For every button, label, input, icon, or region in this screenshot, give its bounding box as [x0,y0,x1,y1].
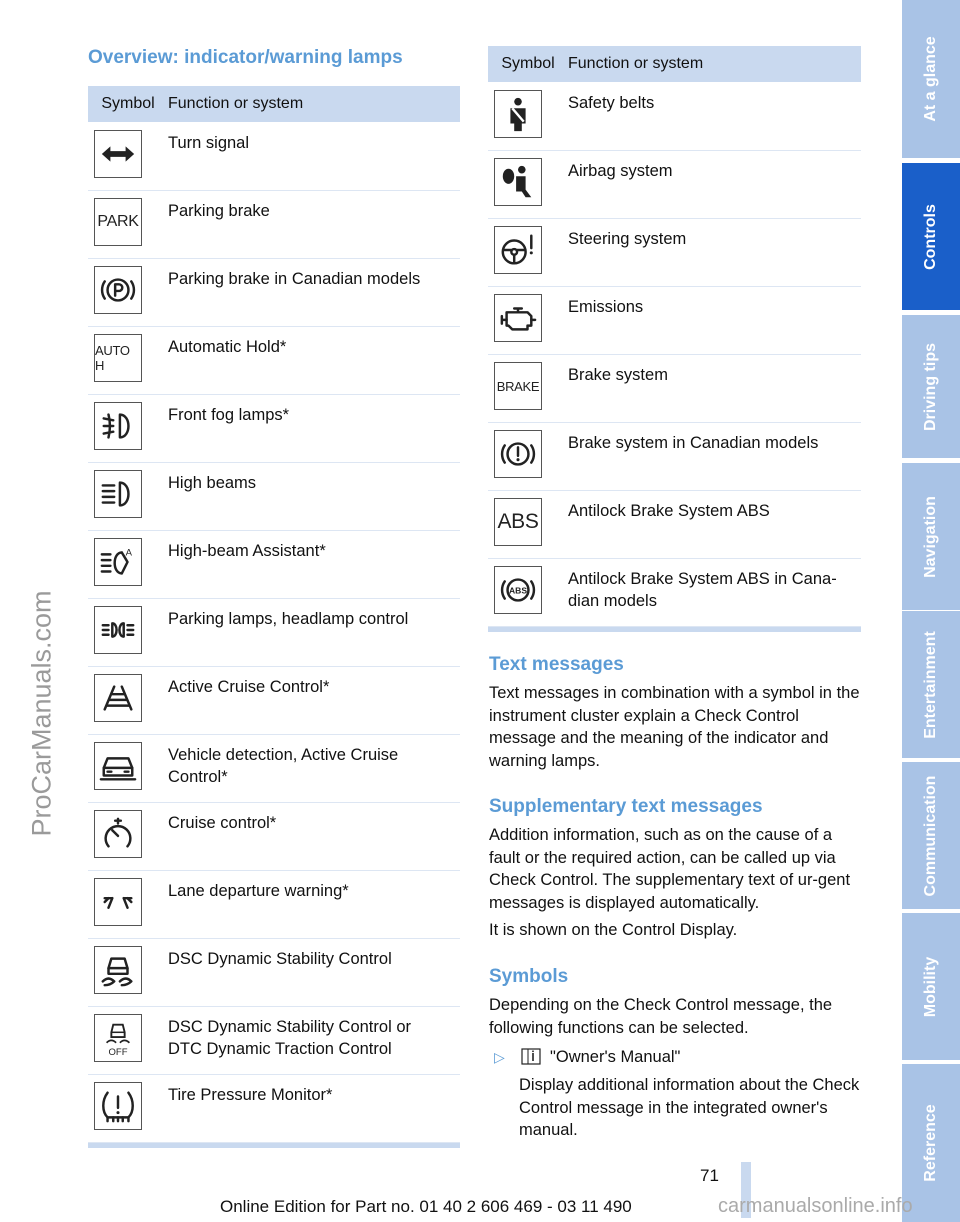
dsc-icon [94,946,142,994]
brake-circle-icon [494,430,542,478]
table-row [88,938,460,1007]
sidebar-tab-communication[interactable] [902,762,960,909]
sidebar-tab-label: Reference [922,1104,939,1182]
supplementary-body-2: It is shown on the Control Display. [489,921,738,939]
row-label: Lane departure warning* [168,882,349,900]
footer-edition: Online Edition for Part no. 01 40 2 606 469 - 03 11 490 [220,1197,632,1216]
table-row [488,218,861,287]
page-title: Overview: indicator/warning lamps [88,47,403,68]
table-row [488,150,861,219]
table-row [88,258,460,327]
row-label: High beams [168,474,257,492]
active-cruise-icon [94,674,142,722]
table-row [488,490,861,559]
table-row [88,1074,460,1143]
vehicle-detection-icon [94,742,142,790]
table-row [88,1006,460,1075]
table-row [488,82,861,151]
table-row [88,802,460,871]
row-label: Antilock Brake System ABS in Cana- dian models [568,570,837,610]
brake-text-icon [494,362,542,410]
bullet-marker: ▷ [494,1049,505,1065]
table-row [88,530,460,599]
row-label: Airbag system [568,162,673,180]
sidebar-tab-mobility[interactable] [902,913,960,1060]
table-row [488,286,861,355]
parking-brake-p-icon [94,266,142,314]
row-label: Brake system [568,366,668,384]
left-table-end-bar [88,1143,460,1148]
right-table-header [488,46,861,82]
airbag-icon [494,158,542,206]
table-row [88,122,460,191]
engine-icon [494,294,542,342]
tire-pressure-icon [94,1082,142,1130]
icon-text: OFF [108,1047,128,1057]
icon-text: BRAKE [496,378,540,394]
table-row [88,326,460,395]
supplementary-title: Supplementary text messages [489,796,763,817]
sidebar-tab-label: Communication [922,775,939,896]
auto-hold-icon [94,334,142,382]
table-row [488,422,861,491]
table-row [488,354,861,423]
row-label: Cruise control* [168,814,277,832]
row-label: Safety belts [568,94,655,112]
row-label: Tire Pressure Monitor* [168,1086,333,1104]
header-function: Function or system [168,95,304,112]
row-label: DSC Dynamic Stability Control or DTC Dynamic Traction Control [168,1018,411,1058]
sidebar-tab-controls[interactable] [902,163,960,310]
table-row [488,558,861,627]
sidebar-tab-label: Entertainment [922,630,939,739]
manual-icon [521,1048,541,1065]
header-function: Function or system [568,55,704,72]
row-label: Automatic Hold* [168,338,287,356]
row-label: High-beam Assistant* [168,542,326,560]
sidebar-tab-label: Navigation [922,495,939,578]
table-row [88,870,460,939]
front-fog-icon [94,402,142,450]
lane-departure-icon [94,878,142,926]
icon-text: AUTO H [95,343,130,373]
sidebar-tab-at-a-glance[interactable] [902,0,960,158]
park-text-icon [94,198,142,246]
table-row [88,462,460,531]
sidebar-tab-driving-tips[interactable] [902,315,960,458]
sidebar-tab-label: Driving tips [922,342,939,431]
abs-circle-icon [494,566,542,614]
row-label: Turn signal [168,134,250,152]
parking-lamps-icon [94,606,142,654]
high-beam-assistant-icon [94,538,142,586]
seatbelt-icon [494,90,542,138]
row-label: Parking lamps, headlamp control [168,610,409,628]
supplementary-body: Addition information, such as on the cause of a fault or the required action, can be called up via Check Control. The supplementary text of ur-gent messages is displayed automatically. [489,826,851,912]
bullet-body: Display additional information about the Check Control message in the integrated owner's manual. [519,1076,860,1139]
row-label: Brake system in Canadian models [568,434,819,452]
symbols-title: Symbols [489,966,569,987]
table-row [88,734,460,803]
page-number: 71 [700,1166,719,1185]
table-row [88,190,460,259]
header-symbol: Symbol [101,95,155,112]
bullet-label: "Owner's Manual" [550,1048,681,1066]
svg-text:ABS: ABS [508,585,528,596]
steering-icon [494,226,542,274]
sidebar-tab-label: Mobility [922,956,939,1017]
sidebar-tab-navigation[interactable] [902,463,960,610]
table-row [88,598,460,667]
row-label: Antilock Brake System ABS [568,502,770,520]
row-label: Vehicle detection, Active Cruise Control* [168,746,399,786]
row-label: Parking brake [168,202,270,220]
row-label: Parking brake in Canadian models [168,270,421,288]
table-row [88,666,460,735]
turn-signal-icon [94,130,142,178]
table-row [88,394,460,463]
text-messages-body: Text messages in combination with a symbol in the instrument cluster explain a Check Control message and the meaning of the indicator and warning lamps. [489,684,860,770]
sidebar-tab-entertainment[interactable] [902,611,960,758]
footer-site: carmanualsonline.info [718,1195,913,1217]
right-table-end-bar [488,627,861,632]
text-messages-title: Text messages [489,654,624,675]
dsc-off-icon [94,1014,142,1062]
symbols-body: Depending on the Check Control message, the following functions can be selected. [489,996,833,1037]
row-label: Emissions [568,298,644,316]
svg-text:A: A [125,547,132,559]
abs-text-icon [494,498,542,546]
sidebar-tab-label: Controls [922,203,939,270]
icon-text: ABS [497,510,539,533]
high-beam-icon [94,470,142,518]
cruise-control-icon [94,810,142,858]
row-label: Active Cruise Control* [168,678,330,696]
sidebar-tab-label: At a glance [922,36,939,122]
row-label: Front fog lamps* [168,406,290,424]
icon-text: PARK [97,213,139,230]
watermark: ProCarManuals.com [26,590,57,837]
left-table-header [88,86,460,122]
row-label: Steering system [568,230,687,248]
header-symbol: Symbol [501,55,555,72]
row-label: DSC Dynamic Stability Control [168,950,392,968]
